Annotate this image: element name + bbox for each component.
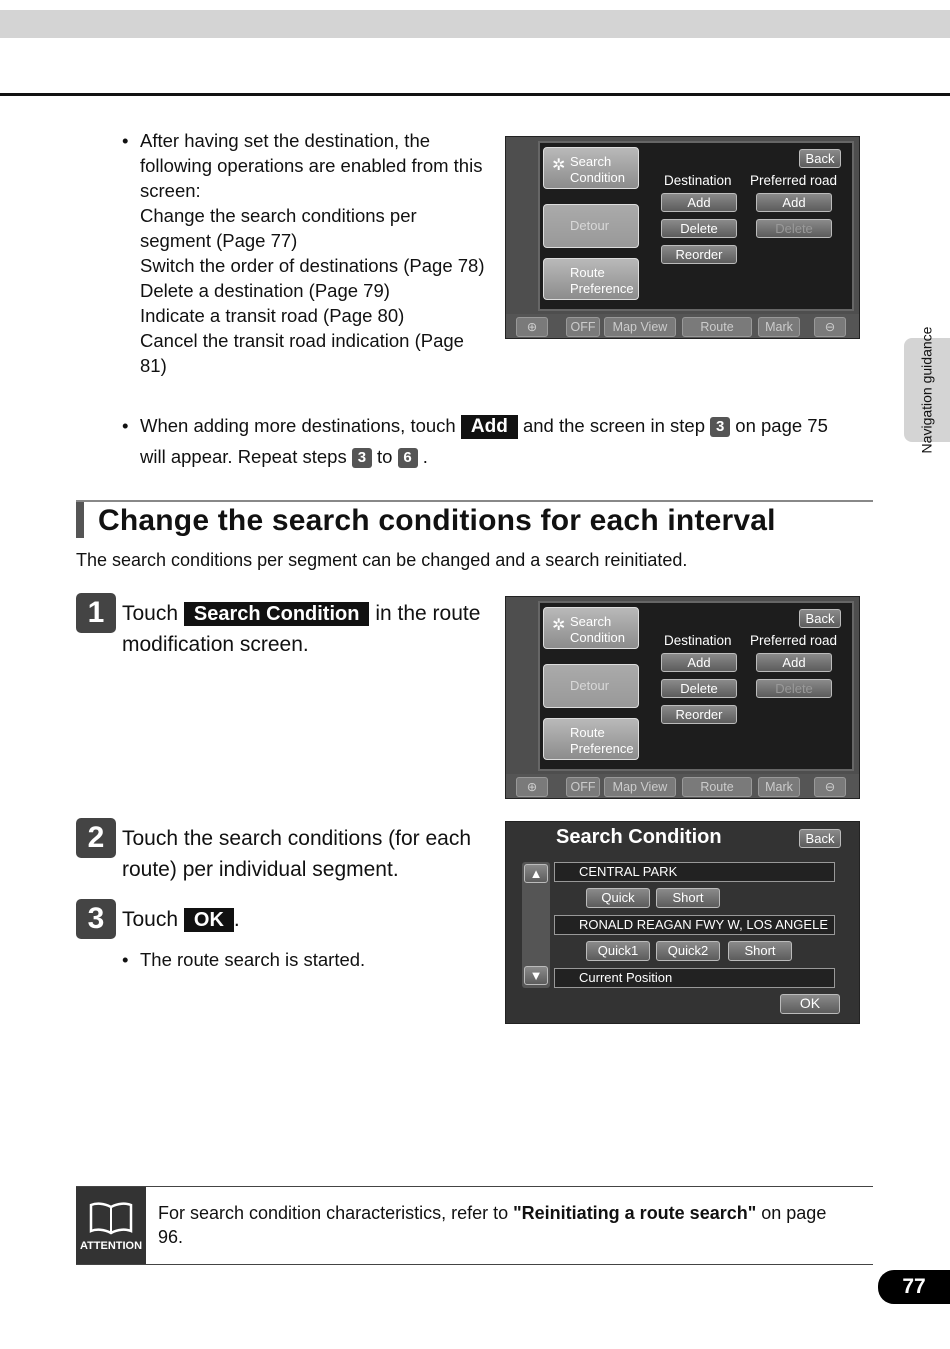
destination-delete-button[interactable]: Delete bbox=[661, 679, 737, 698]
route-button[interactable]: Route bbox=[682, 317, 752, 337]
subitem: Cancel the transit road indication (Page 81) bbox=[140, 330, 464, 376]
detour-button[interactable] bbox=[543, 204, 639, 248]
step-ref: 3 bbox=[710, 417, 730, 437]
attention-label: ATTENTION bbox=[79, 1240, 143, 1252]
destination-add-button[interactable]: Add bbox=[661, 193, 737, 212]
text: and the screen in step bbox=[522, 415, 705, 436]
route-screen-1 bbox=[505, 136, 860, 339]
attention-box bbox=[76, 1186, 873, 1265]
off-button[interactable]: OFF bbox=[566, 777, 600, 797]
text: Touch bbox=[122, 602, 179, 625]
step-2-text: Touch the search conditions (for each route) per individual segment. bbox=[122, 827, 472, 881]
step-3-note bbox=[120, 947, 365, 972]
search-line2: Condition bbox=[570, 630, 625, 645]
subitem: Delete a destination (Page 79) bbox=[140, 280, 390, 301]
preferred-add-button[interactable]: Add bbox=[756, 653, 832, 672]
book-icon bbox=[88, 1201, 134, 1235]
destination-delete-button[interactable]: Delete bbox=[661, 219, 737, 238]
quick-button[interactable]: Quick bbox=[586, 888, 650, 908]
subitem: Change the search conditions per segment (Page 77) bbox=[140, 205, 417, 251]
scroll-down-icon[interactable]: ▼ bbox=[524, 966, 548, 985]
text: Touch bbox=[122, 908, 179, 931]
step-ref: 6 bbox=[398, 448, 418, 468]
text: . bbox=[422, 446, 428, 467]
segment-1-label: CENTRAL PARK bbox=[579, 864, 678, 879]
text: on page 75 bbox=[735, 415, 828, 436]
destination-add-button[interactable]: Add bbox=[661, 653, 737, 672]
section-marker bbox=[76, 502, 84, 538]
scrollbar[interactable] bbox=[522, 862, 550, 988]
bullet-intro: After having set the destination, the following operations are enabled from this screen: bbox=[140, 130, 483, 201]
text: For search condition characteristics, refer to bbox=[158, 1203, 514, 1223]
off-button[interactable]: OFF bbox=[566, 317, 600, 337]
reference-title: "Reinitiating a route search" bbox=[513, 1203, 757, 1223]
ok-key: OK bbox=[184, 908, 234, 932]
zoom-in-icon[interactable]: ⊕ bbox=[516, 317, 548, 337]
side-tab-label: Navigation guidance bbox=[918, 326, 935, 454]
detour-label: Detour bbox=[570, 678, 610, 693]
segment-row-3 bbox=[554, 968, 835, 988]
search-line1: Search bbox=[570, 614, 612, 629]
preferred-delete-button[interactable]: Delete bbox=[756, 219, 832, 238]
text: When adding more destinations, touch bbox=[140, 415, 456, 436]
detour-button[interactable] bbox=[543, 664, 639, 708]
route-line1: Route bbox=[570, 265, 605, 280]
bullet-add-text bbox=[120, 410, 880, 472]
step-number: 3 bbox=[76, 899, 116, 939]
map-view-button[interactable]: Map View bbox=[604, 777, 676, 797]
page-number: 77 bbox=[878, 1270, 950, 1304]
text: will appear. Repeat steps bbox=[140, 446, 347, 467]
step-3-text bbox=[122, 904, 482, 935]
search-line2: Condition bbox=[570, 170, 625, 185]
preferred-add-button[interactable]: Add bbox=[756, 193, 832, 212]
destination-label: Destination bbox=[664, 173, 732, 188]
text: to bbox=[377, 446, 393, 467]
segment-2-label: RONALD REAGAN FWY W, LOS ANGELE bbox=[579, 917, 828, 932]
current-position-label: Current Position bbox=[579, 970, 673, 985]
preferred-road-label: Preferred road bbox=[750, 173, 838, 188]
bullet-item bbox=[120, 128, 490, 203]
destination-label: Destination bbox=[664, 633, 732, 648]
short-button[interactable]: Short bbox=[656, 888, 720, 908]
reorder-button[interactable]: Reorder bbox=[661, 705, 737, 724]
step-ref: 3 bbox=[352, 448, 372, 468]
preferred-delete-button[interactable]: Delete bbox=[756, 679, 832, 698]
map-view-button[interactable]: Map View bbox=[604, 317, 676, 337]
search-condition-button[interactable] bbox=[543, 607, 639, 649]
route-preference-button[interactable] bbox=[543, 718, 639, 760]
add-key: Add bbox=[461, 415, 518, 439]
reorder-button[interactable]: Reorder bbox=[661, 245, 737, 264]
bullet-item-add bbox=[120, 410, 880, 472]
step-number: 1 bbox=[76, 593, 116, 633]
condition-title: Search Condition bbox=[556, 826, 722, 848]
attention-badge bbox=[76, 1187, 146, 1264]
scroll-up-icon[interactable]: ▲ bbox=[524, 864, 548, 883]
detour-label: Detour bbox=[570, 218, 610, 233]
short-button[interactable]: Short bbox=[728, 941, 792, 961]
step-number: 2 bbox=[76, 818, 116, 858]
segment-row-2 bbox=[554, 915, 835, 935]
header-band bbox=[0, 10, 950, 38]
header-rule bbox=[0, 93, 950, 96]
route-line2: Preference bbox=[570, 281, 634, 296]
back-button[interactable]: Back bbox=[799, 609, 841, 628]
side-tab bbox=[904, 326, 950, 454]
text: . bbox=[233, 908, 240, 931]
bullet-item: • The route search is started. bbox=[120, 947, 365, 972]
gear-icon: ✲ bbox=[552, 617, 566, 634]
subitem: Indicate a transit road (Page 80) bbox=[140, 305, 405, 326]
ok-button[interactable]: OK bbox=[780, 994, 840, 1014]
quick2-button[interactable]: Quick2 bbox=[656, 941, 720, 961]
bullet-subitems bbox=[120, 203, 490, 378]
bullet-list-top bbox=[120, 128, 490, 378]
search-line1: Search bbox=[570, 154, 612, 169]
route-preference-button[interactable] bbox=[543, 258, 639, 300]
route-line1: Route bbox=[570, 725, 605, 740]
preferred-road-label: Preferred road bbox=[750, 633, 838, 648]
map-bottom-bar bbox=[506, 314, 859, 338]
subitem: Switch the order of destinations (Page 78) bbox=[140, 255, 485, 276]
attention-text bbox=[158, 1201, 848, 1249]
text: on page 96. bbox=[158, 1203, 827, 1247]
map-bottom-bar bbox=[506, 774, 859, 798]
search-condition-key: Search Condition bbox=[184, 602, 370, 626]
text: in the route modification screen. bbox=[122, 602, 481, 656]
gear-icon: ✲ bbox=[552, 157, 566, 174]
zoom-out-icon[interactable]: ⊖ bbox=[814, 777, 846, 797]
section-intro: The search conditions per segment can be changed and a search reinitiated. bbox=[76, 550, 688, 570]
step-1-text bbox=[122, 598, 482, 660]
search-condition-button[interactable] bbox=[543, 147, 639, 189]
quick1-button[interactable]: Quick1 bbox=[586, 941, 650, 961]
mark-button[interactable]: Mark bbox=[758, 777, 800, 797]
back-button[interactable]: Back bbox=[799, 149, 841, 168]
zoom-in-icon[interactable]: ⊕ bbox=[516, 777, 548, 797]
mark-button[interactable]: Mark bbox=[758, 317, 800, 337]
route-button[interactable]: Route bbox=[682, 777, 752, 797]
zoom-out-icon[interactable]: ⊖ bbox=[814, 317, 846, 337]
section-heading bbox=[76, 500, 873, 540]
back-button[interactable]: Back bbox=[799, 829, 841, 848]
route-line2: Preference bbox=[570, 741, 634, 756]
route-screen-2 bbox=[505, 596, 860, 799]
segment-row-1 bbox=[554, 862, 835, 882]
condition-screen bbox=[505, 821, 860, 1024]
section-title: Change the search conditions for each interval bbox=[98, 504, 776, 537]
